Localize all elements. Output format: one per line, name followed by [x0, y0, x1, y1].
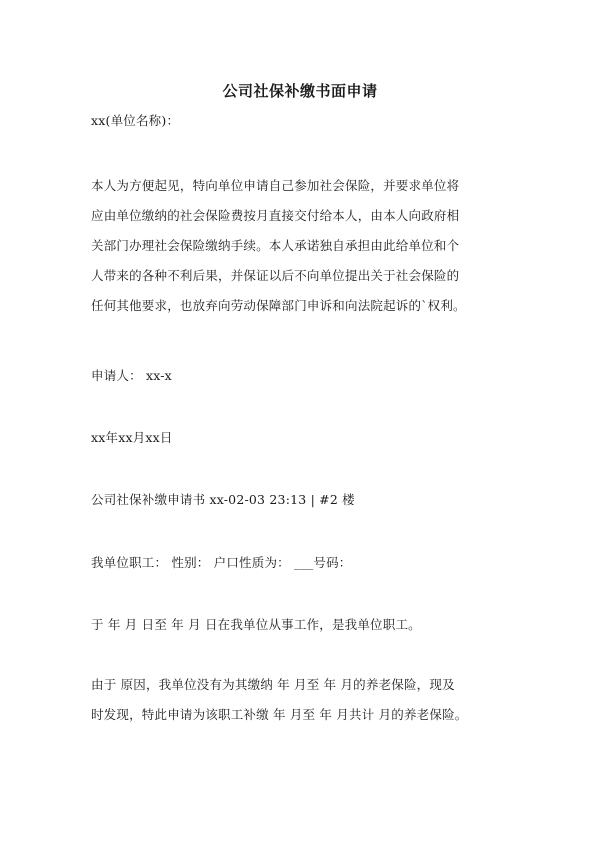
salutation: xx(单位名称)： [91, 113, 180, 128]
employment-period-line: 于 年 月 日至 年 月 日在我单位从事工作，是我单位职工。 [91, 617, 421, 632]
body-line: 本人为方便起见，特向单位申请自己参加社会保险，并要求单位将 [91, 178, 460, 193]
body-line: 关部门办理社会保险缴纳手续。本人承诺独自承担由此给单位和个 [91, 238, 460, 253]
post-meta-line: 公司社保补缴申请书 xx-02-03 23:13 | #2 楼 [91, 492, 355, 507]
body-line: 应由单位缴纳的社会保险费按月直接交付给本人，由本人向政府相 [91, 208, 460, 223]
employee-info-line: 我单位职工： 性别： 户口性质为： ___号码： [91, 555, 352, 570]
document-title: 公司社保补缴书面申请 [222, 82, 378, 100]
reason-line: 时发现，特此申请为该职工补缴 年 月至 年 月共计 月的养老保险。 [91, 707, 468, 722]
reason-line: 由于 原因，我单位没有为其缴纳 年 月至 年 月的养老保险，现及 [91, 677, 455, 692]
body-line: 人带来的各种不利后果，并保证以后不向单位提出关于社会保险的 [91, 268, 460, 283]
body-line: 任何其他要求，也放弃向劳动保障部门申诉和向法院起诉的`权利。 [91, 298, 466, 313]
date-line: xx年xx月xx日 [91, 430, 173, 445]
body-paragraph [91, 171, 521, 321]
reason-paragraph [91, 670, 521, 730]
applicant-line: 申请人： xx-x [91, 368, 172, 383]
